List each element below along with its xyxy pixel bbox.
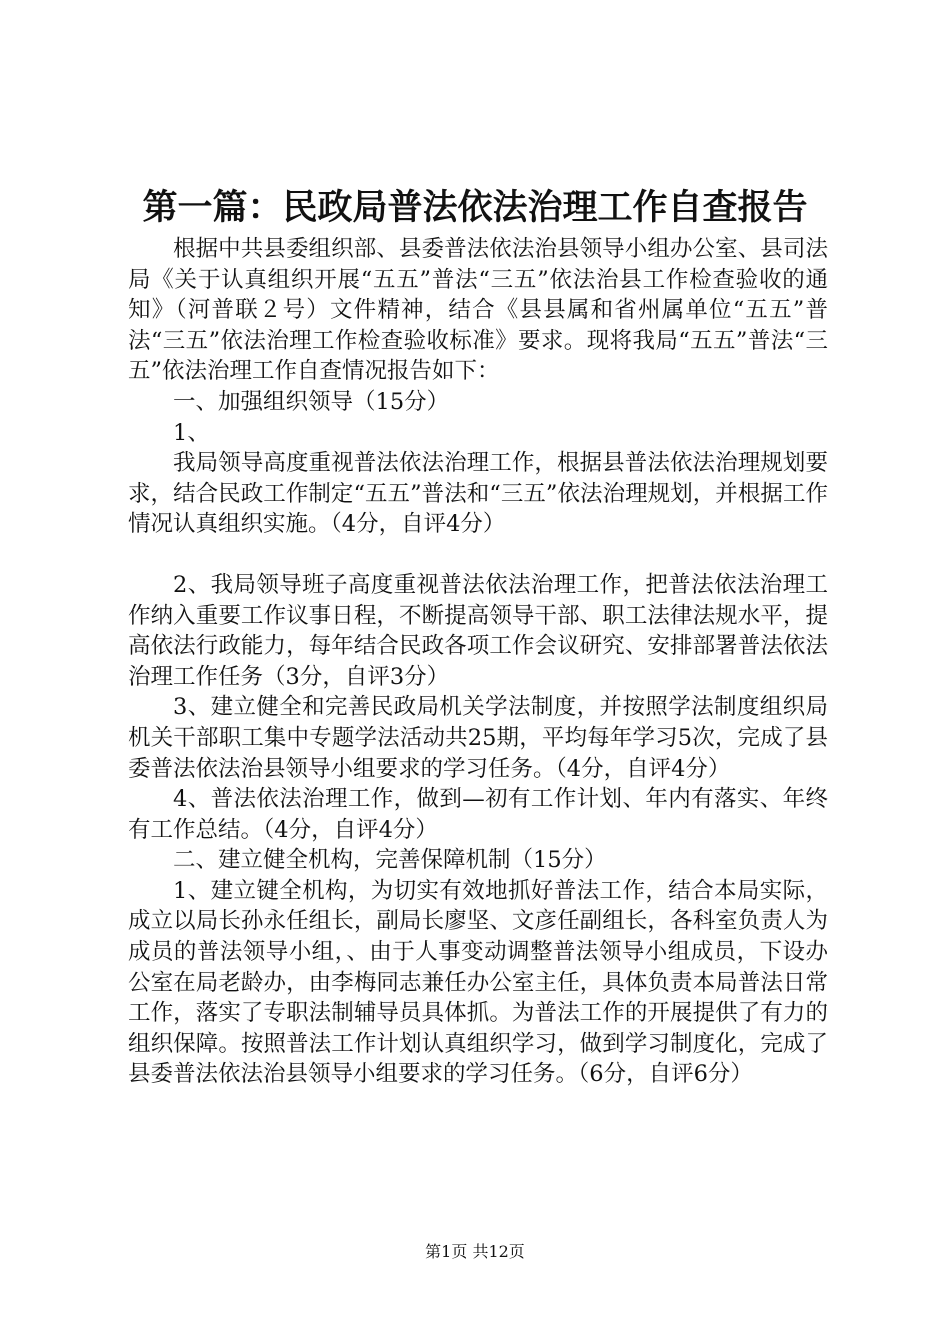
- document-body: [128, 234, 828, 1090]
- section-heading-2: 二、建立健全机构，完善保障机制（15分）: [173, 847, 607, 874]
- paragraph-item-4: 4、普法依法治理工作，做到—初有工作计划、年内有落实、年终有工作总结。（4分，自评4分）: [128, 786, 828, 843]
- item-number-1: 1、: [173, 419, 210, 446]
- paragraph-intro: 根据中共县委组织部、县委普法依法治县领导小组办公室、县司法局《关于认真组织开展“五五”普法“三五”依法治县工作检查验收的通知》（河普联２号）文件精神，结合《县县属和省州属单位“五五”普法“三五”依法治理工作检查验收标准》要求。现将我局“五五”普法“三五”依法治理工作自查情况报告如下：: [128, 236, 828, 385]
- document-title: 第一篇：民政局普法依法治理工作自查报告: [142, 188, 808, 228]
- paragraph-item-2: 2、我局领导班子高度重视普法依法治理工作，把普法依法治理工作纳入重要工作议事日程，不断提高领导干部、职工法律法规水平，提高依法行政能力，每年结合民政各项工作会议研究、安排部署普法依法治理工作任务（3分，自评3分）: [128, 571, 828, 690]
- page-number-footer: 第1页 共12页: [425, 1242, 525, 1261]
- paragraph-section2-item-1: 1、建立键全机构，为切实有效地抓好普法工作，结合本局实际，成立以局长孙永任组长，副局长廖坚、文彦任副组长，各科室负责人为成员的普法领导小组，、由于人事变动调整普法领导小组成员，下设办公室在局老龄办，由李梅同志兼任办公室主任，具体负责本局普法日常工作，落实了专职法制辅导员具体抓。为普法工作的开展提供了有力的组织保障。按照普法工作计划认真组织学习，做到学习制度化，完成了县委普法依法治县领导小组要求的学习任务。（6分，自评6分）: [128, 877, 828, 1088]
- section-heading-1: 一、加强组织领导（15分）: [173, 388, 450, 415]
- paragraph-item-1: 我局领导高度重视普法依法治理工作，根据县普法依法治理规划要求，结合民政工作制定“五五”普法和“三五”依法治理规划，并根据工作情况认真组织实施。（4分，自评4分）: [128, 450, 828, 538]
- paragraph-item-3: 3、建立健全和完善民政局机关学法制度，并按照学法制度组织局机关干部职工集中专题学法活动共25期，平均每年学习5次，完成了县委普法依法治县领导小组要求的学习任务。（4分，自评4分）: [128, 694, 828, 782]
